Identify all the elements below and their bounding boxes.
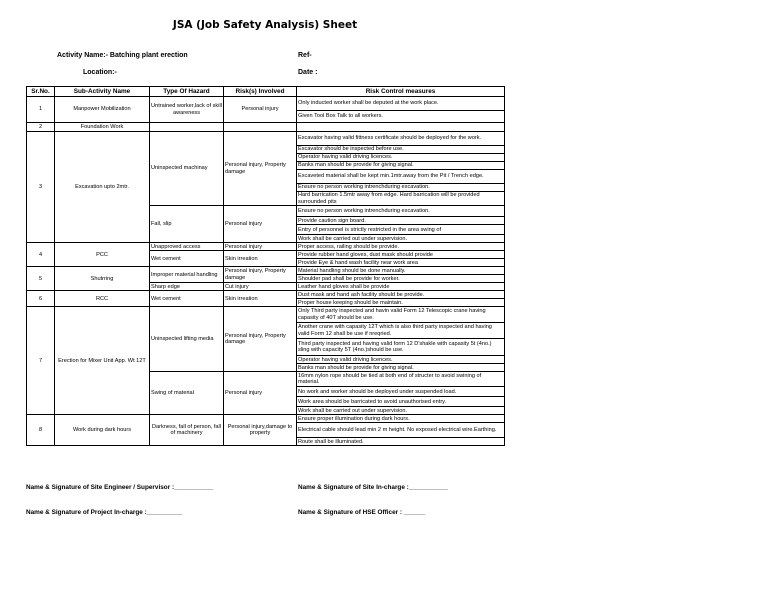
hazard: Untrained worker,lack of skill awareness	[150, 97, 224, 123]
sr-no: 1	[27, 97, 55, 123]
hazard: Uninspected lifting media	[150, 307, 224, 372]
sub-activity: Excavation upto 2mtr.	[55, 132, 150, 243]
hazard: Uninspected machinay	[150, 132, 224, 206]
control-measure: Work area should be barricated to avoid unauthorised entry.	[297, 397, 505, 407]
sub-activity: Manpower Mobilization	[55, 97, 150, 123]
risk: Personal injury	[224, 372, 297, 415]
control-measure: Only Third party inspected and havin valid Form 12 Telescopic crane having capasity of 40T should be use.	[297, 307, 505, 323]
sub-activity: Shutrring	[55, 267, 150, 291]
hse-officer-signature: Name & Signature of HSE Officer : ______	[298, 509, 426, 516]
table-row	[27, 243, 505, 251]
risk: Cut injury	[224, 283, 297, 291]
activity-name: Activity Name:- Batching plant erection	[57, 52, 188, 59]
col-header-risk: Risk(s) Involved	[224, 87, 297, 97]
hazard: Fall, slip	[150, 206, 224, 243]
control-measure: Proper access, railing should be provide.	[297, 243, 505, 251]
control-measure: Excavator should be inspected before use.	[297, 146, 505, 154]
col-header-control: Risk Control measures	[297, 87, 505, 97]
control-measure: Third party inspected and having valid form 12 D'shakle with capasity 5t (4no.) sling with capacity 5T (4no.)should be use.	[297, 339, 505, 356]
col-header-hazard: Type Of Hazard	[150, 87, 224, 97]
risk: Personal injury, Property damage	[224, 267, 297, 283]
sr-no: 5	[27, 267, 55, 291]
risk	[224, 123, 297, 132]
hazard: Darkness, fall of person, fall of machinery	[150, 415, 224, 446]
risk: Personal injury, Property damage	[224, 307, 297, 372]
table-row	[27, 123, 505, 132]
control-measure: Only inducted worker shall be deputed at the work place.	[297, 97, 505, 111]
col-header-srno: Sr.No.	[27, 87, 55, 97]
control-measure: Work shall be carried out under supervision.	[297, 407, 505, 415]
sr-no: 2	[27, 123, 55, 132]
sub-activity: Erection for Mixer Unit App. Wt 12T	[55, 307, 150, 415]
hazard: Wet cement	[150, 251, 224, 267]
control-measure: Electrical cable should lead min 2 m height. No exposed electrical wire.Earthing.	[297, 423, 505, 438]
control-measure: Provide caution sign board.	[297, 217, 505, 225]
col-header-sub-activity: Sub-Activity Name	[55, 87, 150, 97]
control-measure: Route shall be illuminated.	[297, 438, 505, 446]
sr-no: 6	[27, 291, 55, 307]
control-measure: Leather hand gloves shall be provide	[297, 283, 505, 291]
table-row	[27, 415, 505, 423]
date-label: Date :	[298, 69, 318, 76]
risk: Personal injury, Property damage	[224, 132, 297, 206]
project-incharge-signature: Name & Signature of Project In-charge :__________	[26, 509, 183, 516]
sr-no: 4	[27, 243, 55, 267]
hazard: Sharp edge	[150, 283, 224, 291]
hazard: Improper material handling	[150, 267, 224, 283]
sub-activity: Work during dark hours	[55, 415, 150, 446]
sub-activity: Foundation Work	[55, 123, 150, 132]
control-measure: Banks man should be provide for giving signal.	[297, 364, 505, 372]
risk: Personal injury	[224, 97, 297, 123]
risk: Skin irreation	[224, 291, 297, 307]
control-measure: Provide Eye & hand wash facility near work area	[297, 259, 505, 267]
control-measure: Another crane with capasity 12T which is also third party inspected and having valid Form 12 shall be use if nreqried.	[297, 323, 505, 339]
control-measure: Banks man should be provide for giving signal.	[297, 162, 505, 170]
table-row	[27, 307, 505, 323]
control-measure: Dust mask and hand ash facility should be provide.	[297, 291, 505, 299]
page-title: JSA (Job Safety Analysis) Sheet	[172, 19, 358, 31]
jsa-table	[26, 86, 505, 446]
table-header-row	[27, 87, 505, 97]
control-measure: Operator having valid driving licences.	[297, 154, 505, 162]
control-measure: Excaveted material shall be kept min.1mtr.away from the Pit / Trench edge.	[297, 170, 505, 184]
sr-no: 7	[27, 307, 55, 415]
control-measure: Ensure no person working intrenchduring excavation.	[297, 184, 505, 192]
control-measure: No work and worker should be deployed under suspended load.	[297, 387, 505, 397]
control-measure: Entry of personnel is strictly restricted in the area swing of	[297, 225, 505, 235]
risk: Personal injury	[224, 243, 297, 251]
table-row	[27, 132, 505, 146]
control-measure: Operator having valid driving licences.	[297, 356, 505, 364]
hazard: Unapproved access	[150, 243, 224, 251]
control-measure: Ensure no person working intrenchduring excavation.	[297, 206, 505, 217]
control-measure: Given Tool Box Talk to all workers.	[297, 111, 505, 123]
table-row	[27, 267, 505, 275]
control-measure: Hard barrication 1.5mtr away from edge. Hard barrication will be provided surrounded pits	[297, 192, 505, 206]
hazard: Swing of material	[150, 372, 224, 415]
sr-no: 3	[27, 132, 55, 243]
control-measure: Provide rubber hand gloves, dust mask should provide	[297, 251, 505, 259]
control-measure: Proper house keeping should be maintain.	[297, 299, 505, 307]
hazard	[150, 123, 224, 132]
control-measure: Shoulder pad shall be provide for worker.	[297, 275, 505, 283]
control-measure: Material handling should be done manually.	[297, 267, 505, 275]
risk: Skin irreation	[224, 251, 297, 267]
sub-activity: RCC	[55, 291, 150, 307]
table-row	[27, 97, 505, 111]
site-incharge-signature: Name & Signature of Site In-charge :___________	[298, 484, 448, 491]
sub-activity: PCC	[55, 243, 150, 267]
location-label: Location:-	[83, 69, 117, 76]
risk: Personal injury,damage to property	[224, 415, 297, 446]
hazard: Wet cement	[150, 291, 224, 307]
risk: Personal injury	[224, 206, 297, 243]
control-measure: Work shall be carried out under supervision.	[297, 235, 505, 243]
ref-label: Ref-	[298, 52, 312, 59]
control-measure	[297, 123, 505, 132]
sr-no: 8	[27, 415, 55, 446]
table-row	[27, 291, 505, 299]
control-measure: Excavator having valid fittness certificate should be deployed for the work.	[297, 132, 505, 146]
control-measure: 16mm nylon rope should be tied at both end of structer to avoid swining of material.	[297, 372, 505, 387]
site-engineer-signature: Name & Signature of Site Engineer / Supervisor :___________	[26, 484, 214, 491]
control-measure: Ensure proper illumination during dark hours.	[297, 415, 505, 423]
